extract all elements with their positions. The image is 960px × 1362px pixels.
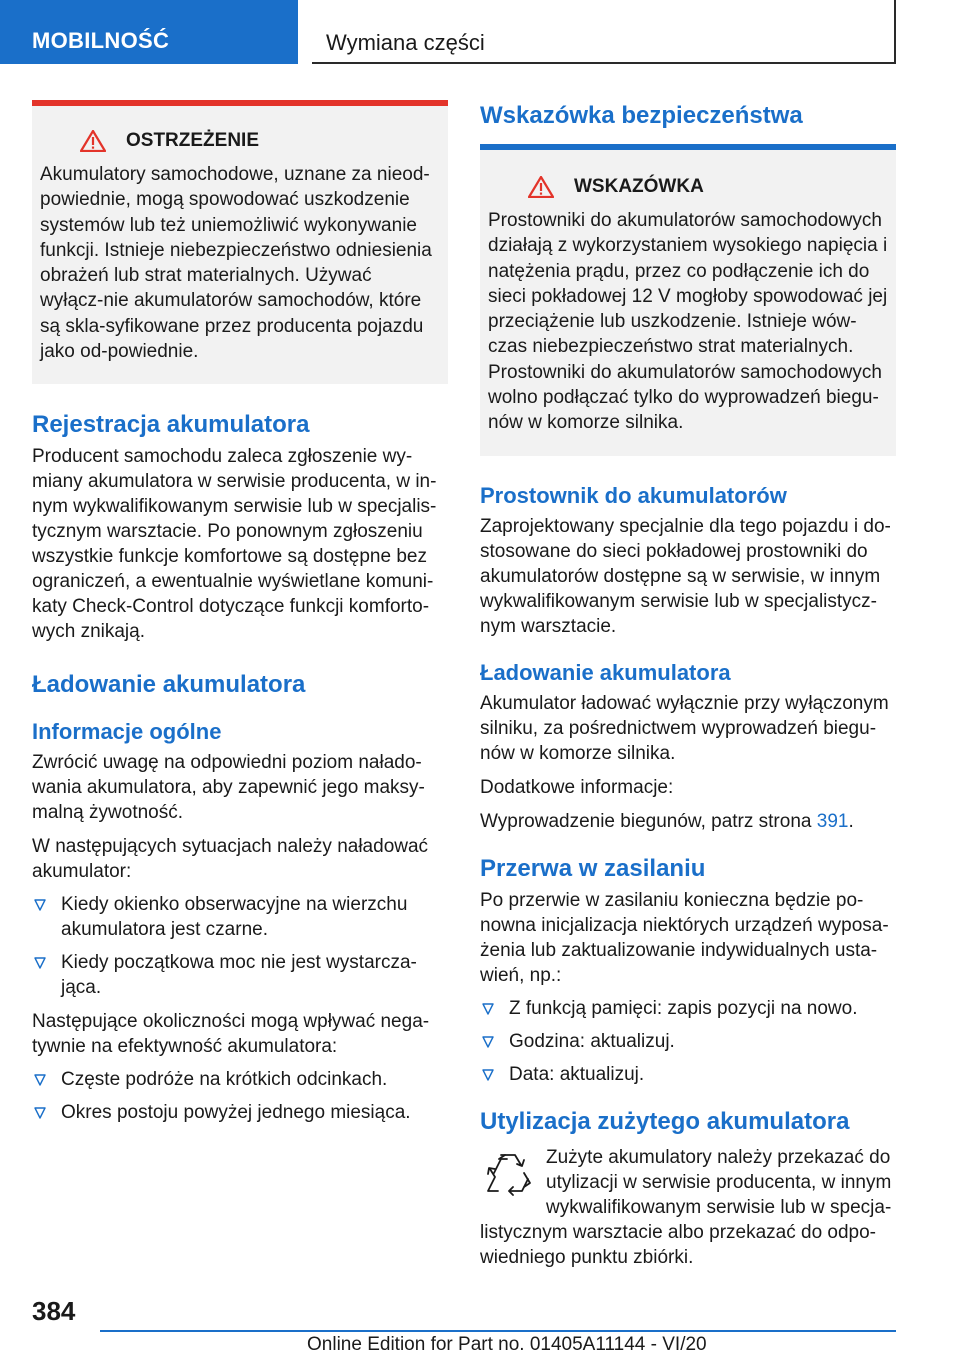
warning-box bbox=[32, 100, 448, 384]
general-info-heading: Informacje ogólne bbox=[32, 719, 222, 745]
list-item: Godzina: aktualizuj. bbox=[480, 1029, 896, 1054]
footer-divider bbox=[100, 1330, 896, 1332]
charging-paragraph-1: Zwrócić uwagę na odpowiedni poziom nałado-wania akumulatora, aby zapewnić jego maksy-malną żywotność. bbox=[32, 752, 425, 824]
outage-list bbox=[480, 996, 896, 1087]
triangle-bullet-icon bbox=[482, 1036, 494, 1048]
outage-heading: Przerwa w zasilaniu bbox=[480, 854, 706, 882]
notice-label: WSKAZÓWKA bbox=[574, 176, 704, 197]
list-item: Kiedy okienko obserwacyjne na wierzchu akumulatora jest czarne. bbox=[32, 892, 448, 942]
charging-heading: Ładowanie akumulatora bbox=[32, 671, 306, 699]
left-column bbox=[32, 100, 448, 1125]
charging2-heading: Ładowanie akumulatora bbox=[480, 659, 731, 685]
recycle-icon bbox=[480, 1147, 536, 1207]
outage-text: Po przerwie w zasilaniu konieczna będzie po-nowna inicjalizacja niektórych urządzeń wyposa-żenia lub zaktualizowanie indywidualnych usta-wień, np.: bbox=[480, 889, 889, 986]
warning-triangle-icon bbox=[80, 130, 106, 152]
warning-triangle-icon bbox=[528, 176, 554, 198]
section-tab: MOBILNOŚĆ bbox=[0, 0, 298, 64]
charging-paragraph-2: W następujących sytuacjach należy naładować akumulator: bbox=[32, 836, 429, 883]
warning-text: Akumulatory samochodowe, uznane za nieod-powiednie, mogą spowodować uszkodzenie systemów lub też uniemożliwić wykonywanie funkcji. Istnieje niebezpieczeństwo odniesienia obrażeń lub strat materialnych. Używać wyłącz-nie akumulatorów samochodów, które są skla-syfikowane przez producenta pojazdu jako od-powiednie. bbox=[40, 164, 432, 363]
warning-label: OSTRZEŻENIE bbox=[126, 130, 260, 151]
list-item: Data: aktualizuj. bbox=[480, 1062, 896, 1087]
charger-text: Zaprojektowany specjalnie dla tego pojazdu i do-stosowane do sieci pokładowej prostowniki do akumulatorów dostępne są w serwisie, w innym wykwalifikowanym serwisie lub w specjalistycz-nym warsztacie. bbox=[480, 515, 891, 637]
registration-text: Producent samochodu zaleca zgłoszenie wy-miany akumulatora w serwisie producenta, w in-nym wykwalifikowanym serwisie lub w specjalis-tycznym warsztacie. Po ponownym zgłoszeniu wszystkie funkcje komfortowe są dostępne bez ograniczeń, a ewentualnie wyświetlane komuni-katy Check-Control dotyczące funkcji komforto-wych znikają. bbox=[32, 446, 437, 643]
triangle-bullet-icon bbox=[34, 1074, 46, 1086]
safety-heading: Wskazówka bezpieczeństwa bbox=[480, 100, 896, 150]
registration-heading: Rejestracja akumulatora bbox=[32, 411, 310, 439]
page-link[interactable]: 391 bbox=[816, 810, 849, 832]
list-item: Częste podróże na krótkich odcinkach. bbox=[32, 1067, 448, 1092]
list-item: Okres postoju powyżej jednego miesiąca. bbox=[32, 1100, 448, 1125]
triangle-bullet-icon bbox=[34, 1107, 46, 1119]
disposal-heading: Utylizacja zużytego akumulatora bbox=[480, 1107, 850, 1135]
charging2-text: Akumulator ładować wyłącznie przy wyłączonym silniku, za pośrednictwem wyprowadzeń biegu-nów w komorze silnika. bbox=[480, 692, 889, 764]
page-number: 384 bbox=[32, 1296, 76, 1326]
charging-paragraph-3: Następujące okoliczności mogą wpływać nega-tywnie na efektywność akumulatora: bbox=[32, 1011, 430, 1058]
charging-list-1 bbox=[32, 892, 448, 1000]
edition-text: Online Edition for Part no. 01405A11144 - VI/20 bbox=[307, 1334, 707, 1355]
triangle-bullet-icon bbox=[482, 1003, 494, 1015]
list-item: Z funkcją pamięci: zapis pozycji na nowo. bbox=[480, 996, 896, 1021]
charger-heading: Prostownik do akumulatorów bbox=[480, 482, 787, 508]
more-info-label: Dodatkowe informacje: bbox=[480, 776, 674, 798]
chapter-title: Wymiana części bbox=[312, 0, 896, 64]
disposal-text: Zużyte akumulatory należy przekazać do utylizacji w serwisie producenta, w innym wykwalifikowanym serwisie lub w specja-listycznym warsztacie albo przekazać do odpo-wiedniego punktu zbiórki. bbox=[480, 1146, 892, 1268]
list-item: Kiedy początkowa moc nie jest wystarcza-jąca. bbox=[32, 950, 448, 1000]
notice-text: Prostowniki do akumulatorów samochodowych działają z wykorzystaniem wysokiego napięcia i natężenia prądu, przez co podłączenie ich do sieci pokładowej 12 V mogłoby spowodować jej przeciążenie lub uszkodzenie. Istnieje wów-czas niebezpieczeństwo strat materialnych. Prostowniki do akumulatorów samochodowych wolno podłączać tylko do wyprowadzeń biegu-nów w komorze silnika. bbox=[488, 210, 888, 434]
notice-box bbox=[480, 150, 896, 456]
right-column bbox=[480, 100, 896, 1270]
triangle-bullet-icon bbox=[34, 899, 46, 911]
triangle-bullet-icon bbox=[34, 957, 46, 969]
page-reference: Wyprowadzenie biegunów, patrz strona 391. bbox=[480, 810, 854, 832]
triangle-bullet-icon bbox=[482, 1069, 494, 1081]
disposal-block bbox=[480, 1145, 896, 1270]
charging-list-2 bbox=[32, 1067, 448, 1125]
